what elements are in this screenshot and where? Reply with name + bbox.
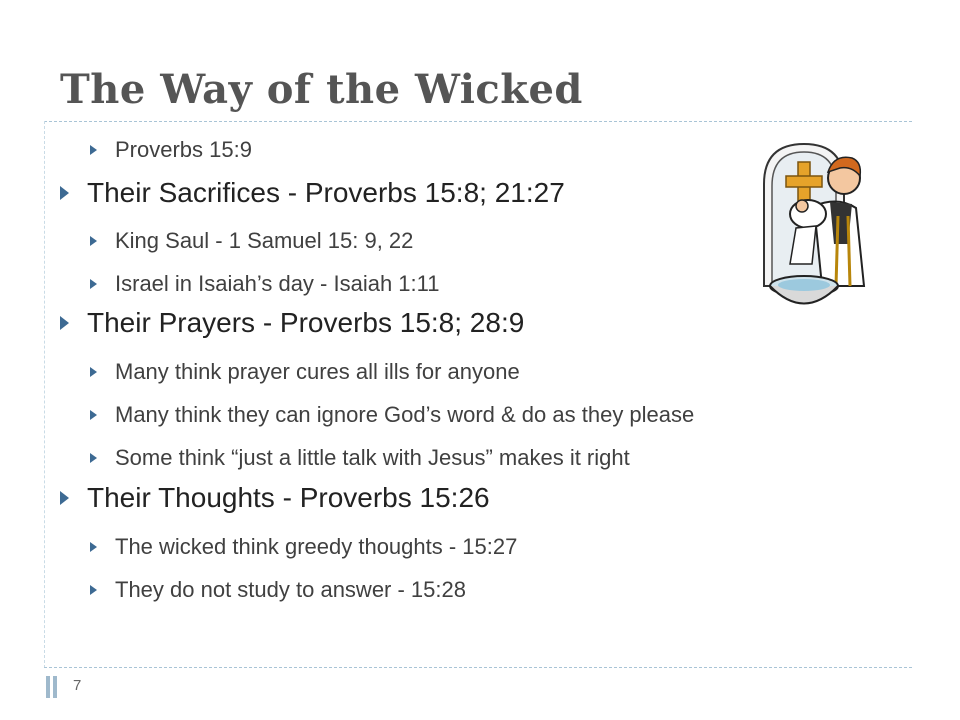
footer-divider [44, 667, 912, 668]
bullet-arrow-icon [90, 585, 97, 595]
bullet-text: Their Thoughts - Proverbs 15:26 [87, 482, 490, 513]
bullet-arrow-icon [90, 279, 97, 289]
bullet-arrow-icon [90, 542, 97, 552]
bullet-text: Many think they can ignore God’s word & do as they please [115, 402, 695, 427]
bullet-item [90, 137, 252, 163]
bullet-item [90, 359, 520, 385]
priest-baptism-clipart [752, 136, 884, 316]
footer-mark-icon [46, 676, 57, 698]
bullet-item [60, 307, 524, 339]
bullet-arrow-icon [90, 236, 97, 246]
bullet-item [90, 534, 517, 560]
bullet-text: Their Sacrifices - Proverbs 15:8; 21:27 [87, 177, 565, 208]
bullet-text: Proverbs 15:9 [115, 137, 252, 162]
bullet-arrow-icon [90, 145, 97, 155]
bullet-item [90, 271, 439, 297]
bullet-arrow-icon [60, 186, 69, 200]
bullet-item [90, 228, 413, 254]
title-divider [44, 121, 912, 122]
bullet-arrow-icon [90, 410, 97, 420]
bullet-item [60, 482, 490, 514]
bullet-arrow-icon [90, 453, 97, 463]
bullet-text: Some think “just a little talk with Jesus” makes it right [115, 445, 630, 470]
bullet-item [90, 445, 630, 471]
bullet-item [90, 577, 466, 603]
bullet-item [90, 402, 694, 428]
bullet-text: Their Prayers - Proverbs 15:8; 28:9 [87, 307, 525, 338]
bullet-text: King Saul - 1 Samuel 15: 9, 22 [115, 228, 414, 253]
bullet-text: Israel in Isaiah’s day - Isaiah 1:11 [115, 271, 440, 296]
bullet-arrow-icon [60, 491, 69, 505]
page-number: 7 [73, 677, 82, 694]
slide-title: The Way of the Wicked [60, 66, 583, 113]
bullet-text: They do not study to answer - 15:28 [115, 577, 466, 602]
bullet-arrow-icon [90, 367, 97, 377]
bullet-text: The wicked think greedy thoughts - 15:27 [115, 534, 518, 559]
bullet-arrow-icon [60, 316, 69, 330]
bullet-text: Many think prayer cures all ills for anyone [115, 359, 520, 384]
bullet-item [60, 177, 565, 209]
left-divider [44, 121, 45, 668]
